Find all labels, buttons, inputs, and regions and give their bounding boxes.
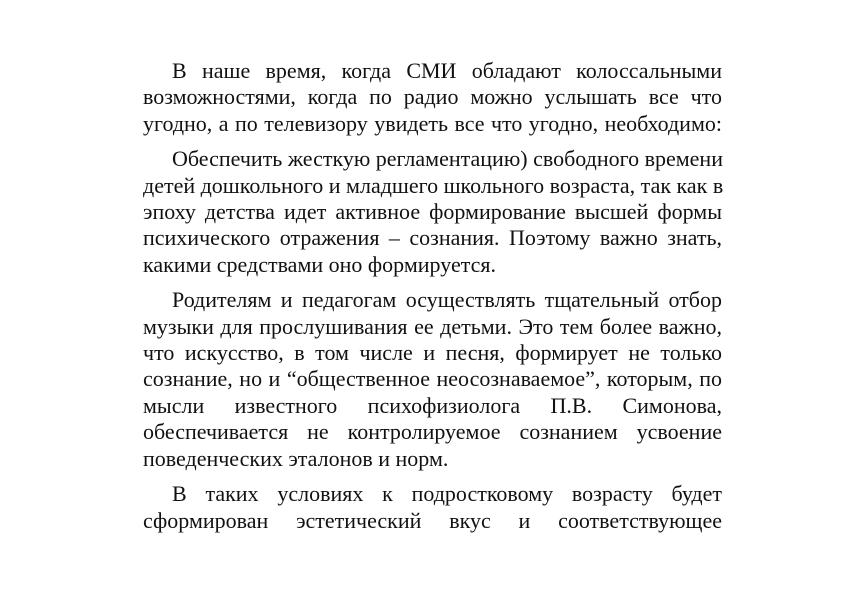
text-line: мысли известного психофизиолога П.В. Симонова, (143, 392, 722, 418)
text-line: Родителям и педагогам осуществлять тщательный отбор (172, 287, 722, 313)
document-page (143, 58, 722, 543)
text-line: возможностями, когда по радио можно услышать все что (143, 84, 722, 110)
text-line: сформирован эстетический вкус и соответствующее (143, 507, 722, 533)
paragraph-1 (143, 58, 722, 137)
text-line: сознание, но и “общественное неосознаваемое”, которым, по (143, 366, 722, 392)
text-line: эпоху детства идет активное формирование высшей формы (143, 199, 722, 225)
text-line: В наше время, когда СМИ обладают колоссальными (172, 58, 722, 83)
paragraph-2 (143, 146, 722, 278)
text-line: что искусство, в том числе и песня, формирует не только (143, 340, 722, 366)
text-line: Обеспечить жесткую регламентацию) свободного времени (172, 146, 723, 172)
text-line: обеспечивается не контролируемое сознанием усвоение (143, 419, 722, 445)
text-line: музыки для прослушивания ее детьми. Это тем более важно, (143, 313, 722, 339)
text-line: поведенческих эталонов и норм. (143, 445, 449, 471)
text-line: угодно, а по телевизору увидеть все что угодно, необходимо: (143, 110, 722, 136)
text-line: какими средствами оно формируется. (143, 251, 496, 277)
paragraph-3 (143, 287, 722, 472)
text-line: В таких условиях к подростковому возрасту будет (172, 481, 722, 507)
text-line: детей дошкольного и младшего школьного возраста, так как в (143, 172, 724, 198)
text-line: психического отражения – сознания. Поэтому важно знать, (143, 225, 722, 251)
paragraph-4 (143, 481, 722, 534)
